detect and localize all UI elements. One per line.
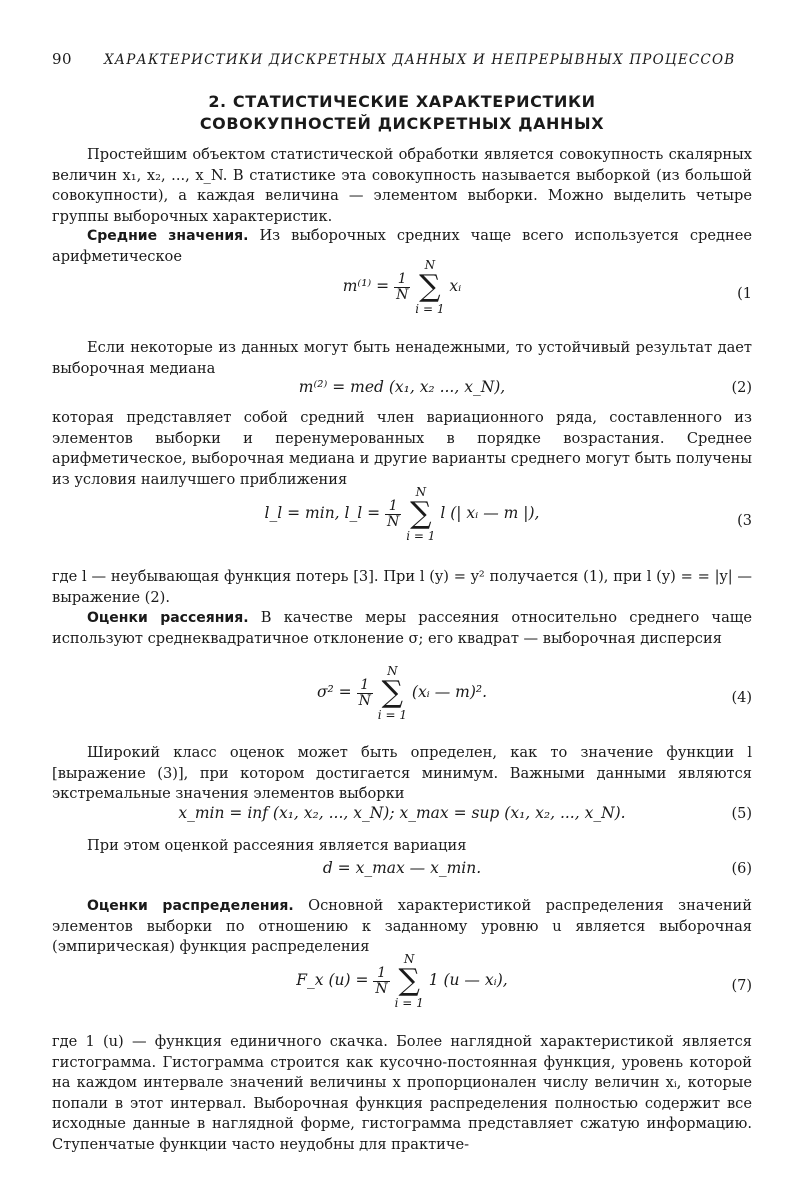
equation-5: x_min = inf (x₁, x₂, ..., x_N); x_max = sup (x₁, x₂, ..., x_N). (5) [178, 804, 752, 822]
paragraph-variational: которая представляет собой средний член вариационного ряда, составленного из элементов выборки и перенумерованных в порядке возрастания. Среднее арифметическое, выборочная медиана и другие варианты среднего могут быть получены из условия наилучшего приближения [52, 409, 752, 488]
equation-number-7: (7) [731, 978, 752, 994]
equation-number-1: (1 [737, 286, 752, 302]
equation-7: F_x (u) = $\frac{1}{N}$ N ∑ i = 1 1 (u — xᵢ), (7) [296, 952, 752, 1010]
equation-2: m⁽²⁾ = med (x₁, x₂ ..., x_N), (2) [298, 378, 752, 396]
page-number: 90 [52, 50, 73, 68]
paragraph-estimates: Широкий класс оценок может быть определен, как то значение функции l [выражение (3)], при котором достигается минимум. Важными данными являются экстремальные значения элементов выборки [52, 744, 752, 802]
paragraph-loss-function: где l — неубывающая функция потерь [3]. При l (y) = y² получается (1), при l (y) = = |y| — выражение (2). [52, 568, 752, 606]
equation-4: σ² = $\frac{1}{N}$ N ∑ i = 1 (xᵢ — m)². (4) [316, 664, 752, 722]
equation-6: d = x_max — x_min. (6) [322, 859, 752, 877]
subsection-heading-means: Средние значения. [87, 228, 249, 244]
equation-number-6: (6) [731, 861, 752, 877]
equation-number-5: (5) [731, 806, 752, 822]
equation-number-3: (3 [737, 513, 752, 529]
paragraph-distribution: Оценки распределения. Основной характеристикой распределения значений элементов выборки по отношению к заданному уровню u является выборочная (эмпирическая) функция распределения [52, 897, 753, 955]
paragraph-histogram: где 1 (u) — функция единичного скачка. Более наглядной характеристикой является гистограмма. Гистограмма строится как кусочно-постоянная функция, уровень которой на каждом интервале значений величины x пропорционален числу величин xᵢ, которые попали в этот интервал. Выборочная функция распределения полностью содержит все исходные данные в наглядной форме, гистограмма представляет сжатую информацию. Ступенчатые функции часто неудобны для практиче- [52, 1033, 752, 1153]
equation-3: l_l = min, l_l = $\frac{1}{N}$ N ∑ i = 1 l (| xᵢ — m |), (3 [264, 485, 752, 543]
paragraph-means: Средние значения. Из выборочных средних чаще всего используется среднее арифметическое [52, 227, 752, 265]
equation-1: m⁽¹⁾ = $\frac{1}{N}$ N ∑ i = 1 xᵢ (1 [342, 258, 752, 316]
section-title-line-2: СОВОКУПНОСТЕЙ ДИСКРЕТНЫХ ДАННЫХ [199, 114, 605, 133]
equation-number-2: (2) [731, 380, 752, 396]
equation-number-4: (4) [731, 690, 752, 706]
paragraph-median: Если некоторые из данных могут быть ненадежными, то устойчивый результат дает выборочная медиана [52, 339, 752, 377]
subsection-heading-distribution: Оценки распределения. [87, 898, 294, 914]
section-title-line-1: 2. СТАТИСТИЧЕСКИЕ ХАРАКТЕРИСТИКИ [208, 92, 596, 111]
paragraph-variation: При этом оценкой рассеяния является вариация [87, 837, 467, 854]
paragraph-dispersion: Оценки рассеяния. В качестве меры рассеяния относительно среднего чаще используют среднеквадратичное отклонение σ; его квадрат — выборочная дисперсия [52, 609, 752, 647]
paragraph-intro: Простейшим объектом статистической обработки является совокупность скалярных величин x₁, x₂, ..., x_N. В статистике эта совокупность называется выборкой (из большой совокупности), а каждая величина — элементом выборки. Можно выделить четыре группы выборочных характеристик. [52, 146, 752, 225]
subsection-heading-dispersion: Оценки рассеяния. [87, 610, 249, 626]
running-title: ХАРАКТЕРИСТИКИ ДИСКРЕТНЫХ ДАННЫХ И НЕПРЕРЫВНЫХ ПРОЦЕССОВ [104, 52, 736, 68]
